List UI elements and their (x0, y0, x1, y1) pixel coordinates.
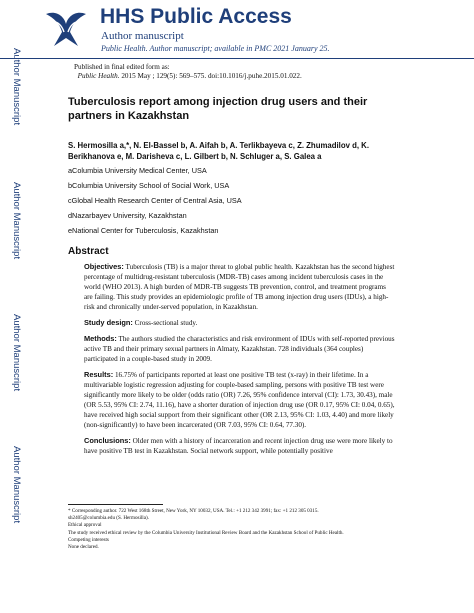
affiliations (68, 166, 408, 241)
affiliation-item: bColumbia University School of Social Work, USA (68, 181, 230, 190)
footnote-corresponding-author: * Corresponding author. 722 West 168th Street, New York, NY 10032, USA. Tel.: +1 212 342 3991; fax: +1 212 305 0315. (68, 508, 319, 514)
hhs-header (0, 0, 474, 59)
footnote-ethics-heading: Ethical approval (68, 522, 102, 529)
footnotes (68, 508, 398, 551)
abstract-body (84, 262, 396, 462)
availability-line: Public Health. Author manuscript; available in PMC 2021 January 25. (101, 44, 330, 53)
hhs-public-access-title: HHS Public Access (100, 5, 292, 28)
footnote-ethics-text: The study received ethical review by the Columbia University Institutional Review Board and the Kazakhstan School of Public Health. (68, 529, 344, 536)
affiliation-item: dNazarbayev University, Kazakhstan (68, 211, 187, 220)
abstract-conclusions: Conclusions: Older men with a history of incarceration and recent injection drug use were more likely to have positive TB test in Kazakhstan. Social network support, while potentially positive (84, 436, 393, 455)
side-label-author-manuscript: Author Manuscript (11, 48, 22, 126)
abstract-heading: Abstract (68, 246, 109, 257)
publication-info (74, 63, 302, 81)
citation-line: Public Health. 2015 May ; 129(5): 569–575. doi:10.1016/j.puhe.2015.01.022. (77, 72, 302, 80)
published-in-label: Published in final edited form as: (74, 63, 170, 71)
article-title: Tuberculosis report among injection drug users and their partners in Kazakhstan (68, 96, 368, 122)
abstract-study-design: Study design: Cross-sectional study. (84, 318, 198, 327)
footnote-competing-text: None declared. (68, 544, 99, 551)
footnote-email: sh2405@columbia.edu (S. Hermosilla). (68, 515, 149, 522)
author-list: S. Hermosilla a,*, N. El-Bassel b, A. Aifah b, A. Terlikbayeva c, Z. Zhumadilov d, K. Berikhanova e, M. Darisheva c, L. Gilbert b, N. Schluger a, S. Galea a (68, 141, 369, 161)
affiliation-item: aColumbia University Medical Center, USA (68, 166, 207, 175)
abstract-results: Results: 16.75% of participants reported at least one positive TB test (x-ray) in their lifetime. In a multivariable logistic regression adjusting for couple-based sampling, persons with positive TB test were significantly more likely to be older (odds ratio (OR) 7.26, 95% confidence interval (CI): 1.73, 30.43), male (OR 5.53, 95% CI: 2.74, 11.16), have a shorter duration of injection drug use (OR 0.17, 95% CI: 0.04, 0.65), have received high social support from their significant other (OR 2.13, 95% CI: 1.03, 4.40) and more likely (non-significantly) to have been incarcerated (OR 7.03, 95% CI: 0.64, 77.30). (84, 370, 395, 429)
side-label-author-manuscript: Author Manuscript (11, 182, 22, 260)
author-manuscript-label: Author manuscript (101, 30, 184, 42)
abstract-methods: Methods: The authors studied the characteristics and risk environment of IDUs with self-reported previous active TB and their primary sexual partners in Almaty, Kazakhstan. 728 individuals (364 couples) participated in a couple-based study in 2009. (84, 334, 395, 363)
footnote-divider (68, 504, 163, 505)
abstract-objectives: Objectives: Tuberculosis (TB) is a major threat to global public health. Kazakhstan has the second highest percentage of multidrug-resistant tuberculosis (MDR-TB) cases among incident tuberculosis cases in the world (WHO 2013). A high burden of MDR-TB suggests TB prevention, control, and treatment programs are failing. This study provides an epidemiologic profile of TB among injection drug users (IDUs), a high-risk and chronically under-served population, in Kazakhstan. (84, 262, 395, 311)
side-label-author-manuscript: Author Manuscript (11, 314, 22, 392)
affiliation-item: cGlobal Health Research Center of Central Asia, USA (68, 196, 242, 205)
side-label-author-manuscript: Author Manuscript (11, 446, 22, 524)
footnote-competing-heading: Competing interests (68, 536, 109, 543)
affiliation-item: eNational Center for Tuberculosis, Kazakhstan (68, 226, 219, 235)
hhs-eagle-logo-icon (42, 8, 90, 52)
